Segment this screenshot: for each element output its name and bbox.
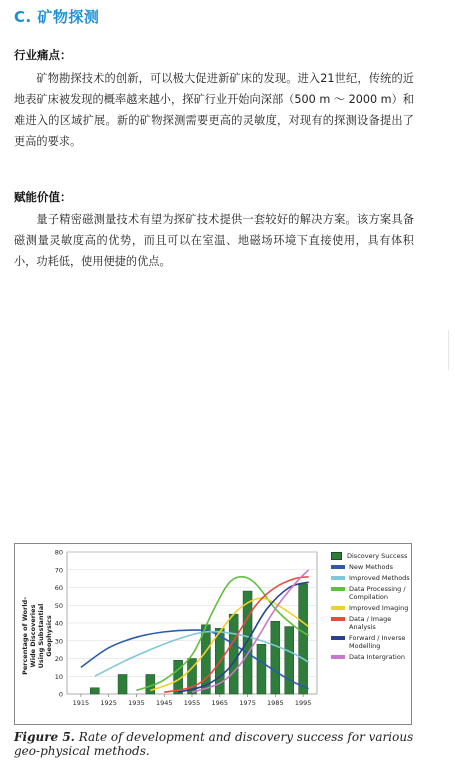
y-tick-label: 60 bbox=[54, 584, 63, 592]
y-tick-label: 0 bbox=[58, 690, 63, 699]
y-tick-label: 50 bbox=[54, 601, 63, 610]
y-tick-label: 10 bbox=[54, 672, 63, 681]
empowerment-heading: 赋能价值： bbox=[14, 190, 72, 204]
x-tick-label: 1945 bbox=[155, 699, 173, 707]
legend-label: Data Intergration bbox=[349, 653, 405, 661]
legend-swatch bbox=[331, 606, 345, 610]
figure-chart bbox=[14, 543, 412, 725]
chart-y-axis-label: Percentage of World-Wide Discoveries Using Substantial Geophysics bbox=[21, 597, 53, 675]
legend-label: Data Processing / Compilation bbox=[349, 585, 406, 601]
x-tick-label: 1955 bbox=[183, 699, 201, 707]
legend-item bbox=[331, 552, 411, 560]
legend-item bbox=[331, 604, 411, 612]
y-tick-label: 70 bbox=[54, 566, 63, 575]
x-tick-label: 1995 bbox=[294, 699, 312, 707]
legend-swatch bbox=[331, 565, 345, 569]
legend-label: Data / Image Analysis bbox=[349, 615, 392, 631]
x-tick-label: 1985 bbox=[267, 699, 284, 707]
x-tick-label: 1925 bbox=[100, 699, 117, 707]
x-tick-label: 1965 bbox=[211, 699, 229, 707]
x-tick-label: 1935 bbox=[128, 699, 145, 707]
legend-swatch bbox=[331, 576, 345, 580]
legend-label: Forward / Inverse Modelling bbox=[349, 634, 406, 650]
y-tick-label: 80 bbox=[54, 548, 63, 557]
discovery-bar bbox=[285, 627, 294, 694]
legend-label: Improved Methods bbox=[349, 574, 410, 582]
x-tick-label: 1975 bbox=[239, 699, 256, 707]
y-tick-label: 40 bbox=[54, 619, 63, 628]
legend-item bbox=[331, 574, 411, 582]
legend-item bbox=[331, 634, 411, 650]
legend-swatch bbox=[331, 617, 345, 621]
legend-label: New Methods bbox=[349, 563, 394, 571]
figure-caption-text: Rate of development and discovery success for various geo-physical methods. bbox=[14, 730, 414, 758]
legend-item bbox=[331, 615, 411, 631]
discovery-bar bbox=[118, 674, 127, 694]
empowerment-paragraph: 量子精密磁测量技术有望为探矿技术提供一套较好的解决方案。该方案具备磁测量灵敏度高的优势，而且可以在室温、地磁场环境下直接使用，具有体积小，功耗低，使用便捷的优点。 bbox=[14, 213, 414, 268]
legend-item bbox=[331, 653, 411, 661]
discovery-bar bbox=[90, 688, 99, 694]
discovery-bar bbox=[271, 621, 280, 694]
pain-points-heading: 行业痛点： bbox=[14, 48, 72, 62]
legend-swatch bbox=[331, 552, 342, 560]
x-tick-label: 1915 bbox=[72, 699, 90, 707]
legend-swatch bbox=[331, 587, 345, 591]
legend-item bbox=[331, 585, 411, 601]
legend-label: Discovery Success bbox=[347, 552, 408, 560]
legend-item bbox=[331, 563, 411, 571]
discovery-bar bbox=[299, 584, 308, 694]
chart-legend bbox=[331, 552, 411, 664]
figure-caption-label: Figure 5. bbox=[14, 730, 75, 744]
pain-points-paragraph: 矿物勘探技术的创新，可以极大促进新矿床的发现。进入21世纪，传统的近地表矿床被发现的概率越来越小，探矿行业开始向深部（500 m ～ 2000 m）和难进入的区域扩展。新的矿物探测需要更高的灵敏度，对现有的探测设备提出了更高的要求。 bbox=[14, 72, 414, 148]
legend-label: Improved Imaging bbox=[349, 604, 409, 612]
y-tick-label: 20 bbox=[54, 655, 63, 663]
discovery-bar bbox=[243, 591, 252, 694]
section-title: C. 矿物探测 bbox=[14, 8, 100, 26]
legend-swatch bbox=[331, 636, 345, 640]
discovery-bar bbox=[257, 644, 266, 694]
legend-swatch bbox=[331, 655, 345, 659]
y-tick-label: 30 bbox=[54, 637, 63, 646]
page-edge-mark bbox=[448, 330, 449, 370]
discovery-bar bbox=[229, 614, 238, 694]
figure-caption bbox=[14, 730, 434, 758]
